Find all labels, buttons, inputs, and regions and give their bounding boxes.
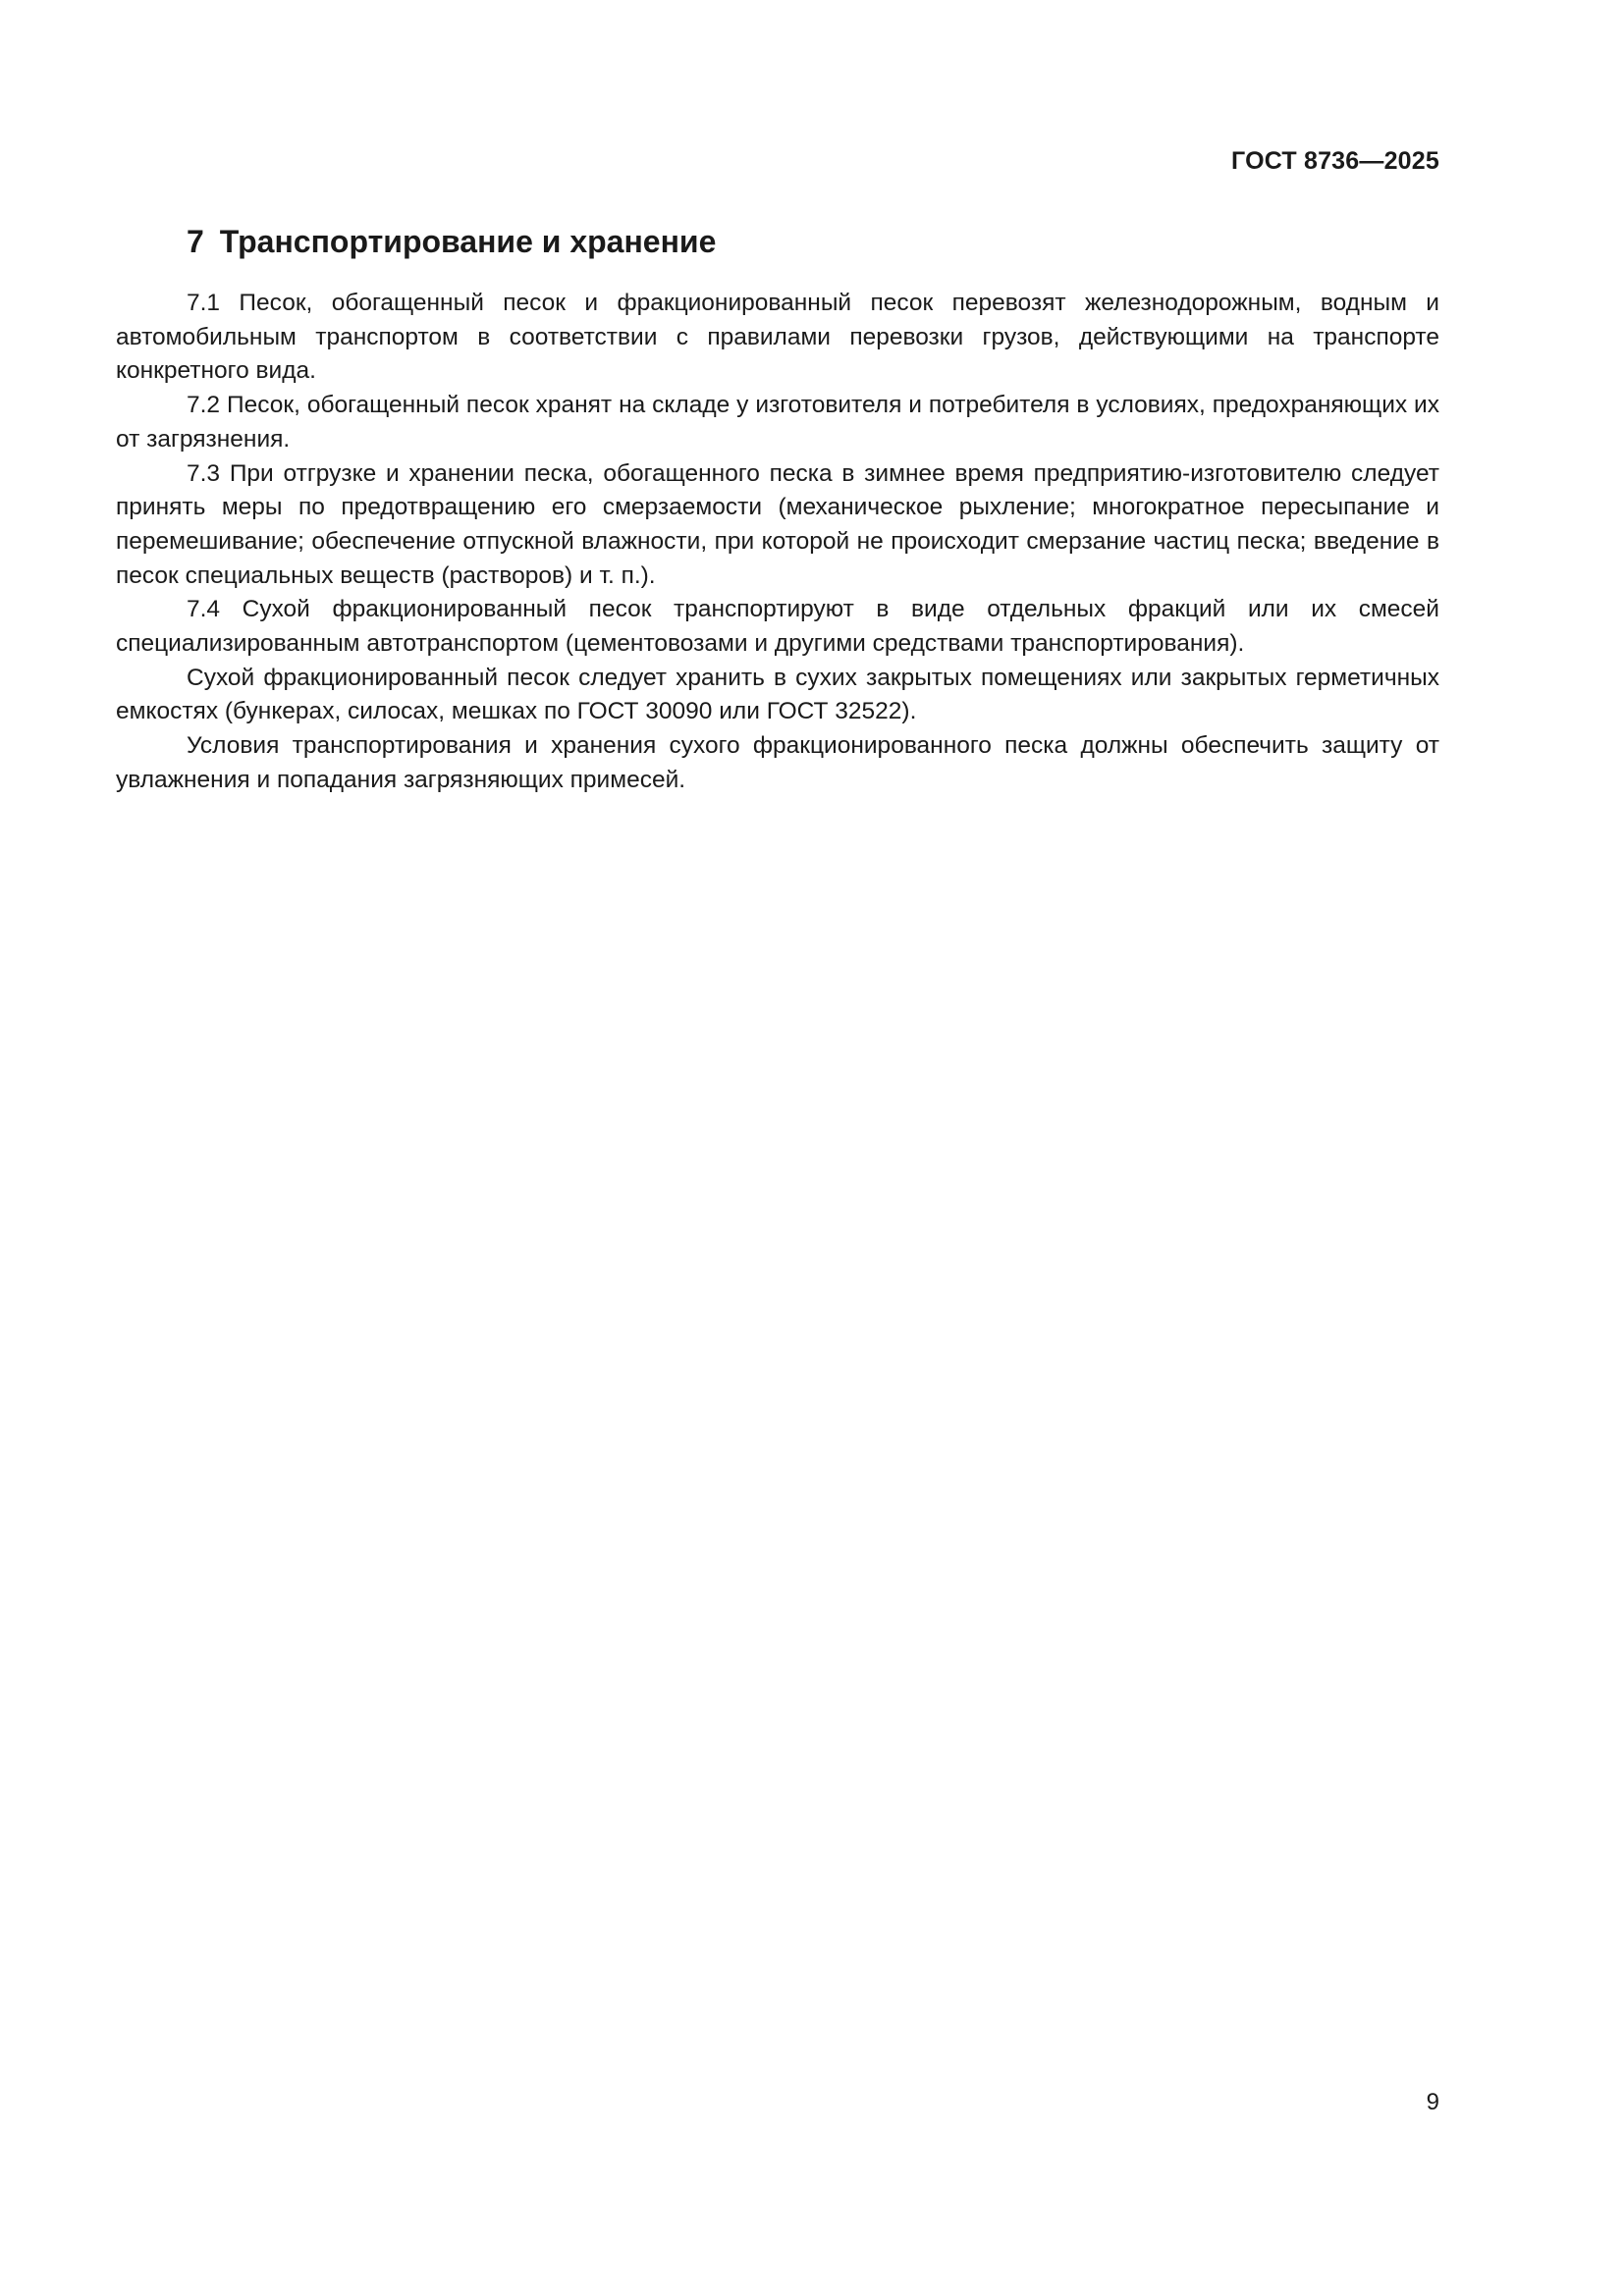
paragraph-7-2: 7.2 Песок, обогащенный песок хранят на складе у изготовителя и потребителя в условиях, предохраняющих их от загрязнения.	[116, 392, 1439, 453]
section-title-text: Транспортирование и хранение	[219, 224, 717, 259]
paragraph-conditions: Условия транспортирования и хранения сухого фракционированного песка должны обеспечить защиту от увлажнения и попадания загрязняющих примесей.	[116, 732, 1439, 793]
paragraph-7-4: 7.4 Сухой фракционированный песок транспортируют в виде отдельных фракций или их смесей специализированным автотранспортом (цементовозами и другими средствами транспортирования).	[116, 596, 1439, 658]
section-title	[187, 224, 716, 260]
paragraph-7-1: 7.1 Песок, обогащенный песок и фракционированный песок перевозят железнодорожным, водным и автомобильным транспортом в соответствии с правилами перевозки грузов, действующими на транспорте конкретного вида.	[116, 290, 1439, 385]
page-number: 9	[1426, 2089, 1439, 2115]
section-number: 7	[187, 224, 204, 259]
section-body	[116, 287, 1439, 798]
paragraph-storage: Сухой фракционированный песок следует хранить в сухих закрытых помещениях или закрытых герметичных емкостях (бункерах, силосах, мешках по ГОСТ 30090 или ГОСТ 32522).	[116, 664, 1439, 725]
document-code: ГОСТ 8736—2025	[1231, 147, 1439, 175]
paragraph-7-3: 7.3 При отгрузке и хранении песка, обогащенного песка в зимнее время предприятию-изготовителю следует принять меры по предотвращению его смерзаемости (механическое рыхление; многократное пересыпание и перемешивание; обеспечение отпускной влажности, при которой не происходит смерзание частиц песка; введение в песок специальных веществ (растворов) и т. п.).	[116, 459, 1439, 589]
